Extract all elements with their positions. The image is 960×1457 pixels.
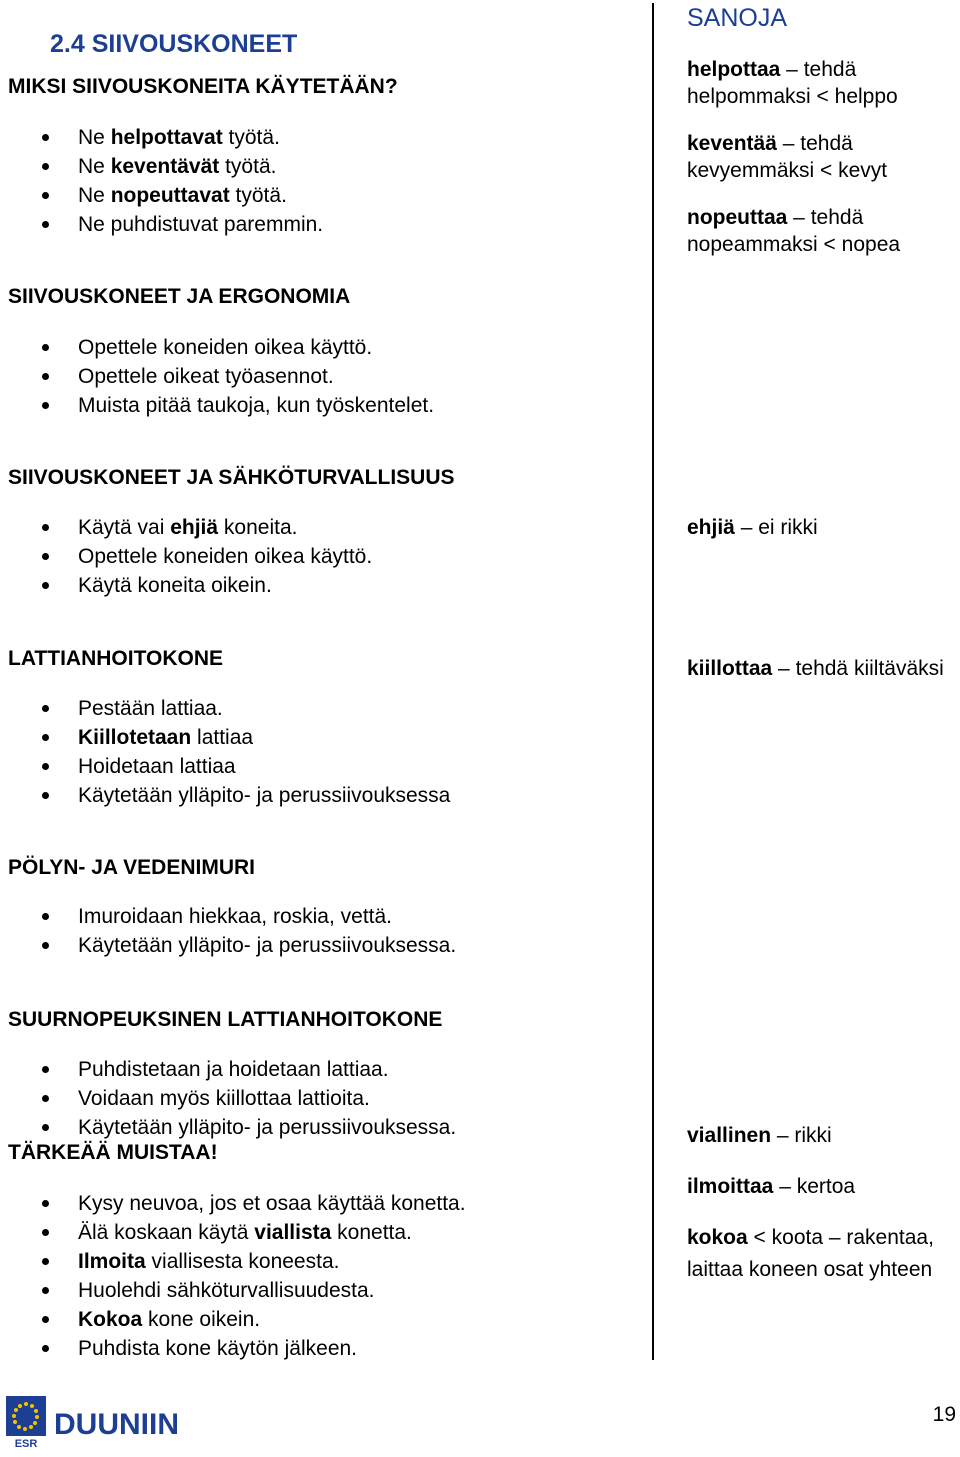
vacuum-list — [0, 902, 456, 960]
list-item: Hoidetaan lattiaa — [0, 752, 450, 781]
vocab-entry-ilmoittaa: ilmoittaa – kertoa — [687, 1175, 856, 1198]
list-item: Opettele koneiden oikea käyttö. — [0, 333, 434, 362]
list-item: Huolehdi sähköturvallisuudesta. — [0, 1276, 466, 1305]
list-item: Käytä vai ehjiä koneita. — [0, 513, 372, 542]
section-heading-high-speed: SUURNOPEUKSINEN LATTIANHOITOKONE — [8, 1008, 443, 1031]
page-title: 2.4 SIIVOUSKONEET — [50, 30, 298, 58]
vocab-entry-kokoa: kokoa < koota – rakentaa, laittaa koneen osat yhteen — [687, 1226, 934, 1281]
list-item: Ilmoita viallisesta koneesta. — [0, 1247, 466, 1276]
list-item: Ne nopeuttavat työtä. — [0, 181, 323, 210]
vocab-entry-ehjia: ehjiä – ei rikki — [687, 516, 818, 539]
important-list — [0, 1189, 466, 1363]
vocab-entry-helpottaa: helpottaa – tehdä helpommaksi < helppo — [687, 58, 898, 108]
section-heading-safety: SIIVOUSKONEET JA SÄHKÖTURVALLISUUS — [8, 466, 455, 489]
list-item: Opettele koneiden oikea käyttö. — [0, 542, 372, 571]
section-heading-vacuum: PÖLYN- JA VEDENIMURI — [8, 856, 255, 879]
section-heading-why: MIKSI SIIVOUSKONEITA KÄYTETÄÄN? — [8, 75, 398, 98]
safety-list — [0, 513, 372, 600]
list-item: Opettele oikeat työasennot. — [0, 362, 434, 391]
list-item: Ne keventävät työtä. — [0, 152, 323, 181]
list-item: Kysy neuvoa, jos et osaa käyttää konetta. — [0, 1189, 466, 1218]
why-list — [0, 123, 323, 239]
list-item: Imuroidaan hiekkaa, roskia, vettä. — [0, 902, 456, 931]
list-item: Voidaan myös kiillottaa lattioita. — [0, 1084, 456, 1113]
list-item: Käytetään ylläpito- ja perussiivouksessa — [0, 781, 450, 810]
list-item: Kokoa kone oikein. — [0, 1305, 466, 1334]
list-item: Älä koskaan käytä viallista konetta. — [0, 1218, 466, 1247]
section-heading-ergonomics: SIIVOUSKONEET JA ERGONOMIA — [8, 285, 351, 308]
esr-duuniin-logo — [6, 1396, 206, 1450]
vocabulary-title: SANOJA — [687, 4, 788, 32]
column-divider — [652, 3, 654, 1360]
list-item: Käytä koneita oikein. — [0, 571, 372, 600]
list-item: Kiillotetaan lattiaa — [0, 723, 450, 752]
list-item: Ne helpottavat työtä. — [0, 123, 323, 152]
floor-machine-list — [0, 694, 450, 810]
section-heading-floor-machine: LATTIANHOITOKONE — [8, 647, 224, 670]
high-speed-list — [0, 1055, 456, 1142]
esr-label: ESR — [14, 1438, 38, 1450]
vocab-entry-keventaa: keventää – tehdä kevyemmäksi < kevyt — [687, 132, 888, 182]
duuniin-wordmark: DUUNIIN — [54, 1408, 179, 1441]
vocab-entry-nopeuttaa: nopeuttaa – tehdä nopeammaksi < nopea — [687, 206, 901, 256]
list-item: Pestään lattiaa. — [0, 694, 450, 723]
list-item: Ne puhdistuvat paremmin. — [0, 210, 323, 239]
ergonomics-list — [0, 333, 434, 420]
list-item: Käytetään ylläpito- ja perussiivouksessa. — [0, 931, 456, 960]
vocab-entry-kiillottaa: kiillottaa – tehdä kiiltäväksi — [687, 657, 944, 680]
list-item: Muista pitää taukoja, kun työskentelet. — [0, 391, 434, 420]
page-number: 19 — [932, 1403, 956, 1426]
list-item: Puhdistetaan ja hoidetaan lattiaa. — [0, 1055, 456, 1084]
list-item: Käytetään ylläpito- ja perussiivouksessa. — [0, 1113, 456, 1142]
list-item: Puhdista kone käytön jälkeen. — [0, 1334, 466, 1363]
vocab-entry-viallinen: viallinen – rikki — [687, 1124, 832, 1147]
section-heading-important: TÄRKEÄÄ MUISTAA! — [8, 1141, 218, 1164]
